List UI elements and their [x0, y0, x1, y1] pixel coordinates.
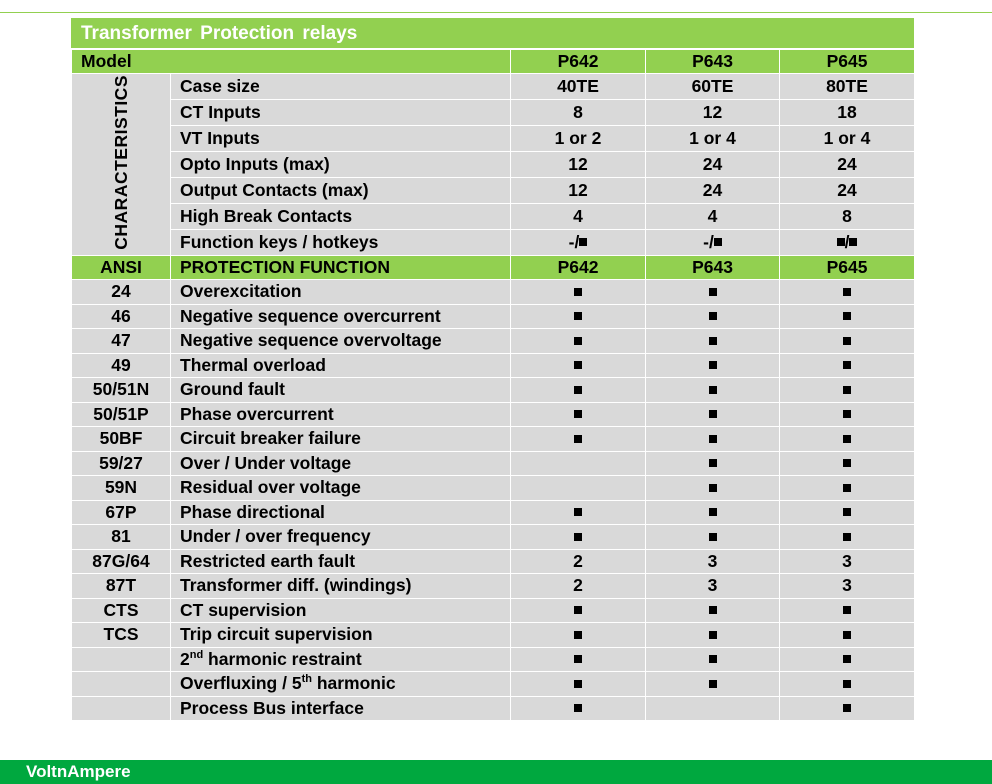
checkmark-square-icon [843, 606, 851, 614]
characteristic-value: 80TE [780, 74, 915, 100]
protection-function-name: Overexcitation [171, 280, 511, 305]
checkmark-square-icon [843, 484, 851, 492]
characteristic-row [72, 152, 915, 178]
checkmark-square-icon [843, 312, 851, 320]
protection-value [780, 525, 915, 550]
checkmark-square-icon [843, 435, 851, 443]
protection-row [72, 402, 915, 427]
protection-row [72, 476, 915, 501]
protection-value [780, 696, 915, 721]
characteristic-row [72, 230, 915, 256]
characteristic-value: 12 [511, 152, 646, 178]
characteristic-label: CT Inputs [171, 100, 511, 126]
checkmark-square-icon [843, 508, 851, 516]
protection-value [511, 378, 646, 403]
checkmark-square-icon [574, 361, 582, 369]
footer-bar [0, 760, 992, 784]
protection-function-name: Over / Under voltage [171, 451, 511, 476]
protection-value [646, 280, 780, 305]
characteristic-value [511, 230, 646, 256]
protection-value [646, 525, 780, 550]
protection-function-name: Under / over frequency [171, 525, 511, 550]
protection-value [511, 647, 646, 672]
protection-value [780, 451, 915, 476]
ansi-header: ANSI [72, 256, 171, 280]
protection-function-name: Thermal overload [171, 353, 511, 378]
protection-function-name: Restricted earth fault [171, 549, 511, 574]
protection-header-row [72, 256, 915, 280]
checkmark-square-icon [574, 312, 582, 320]
characteristic-label: Opto Inputs (max) [171, 152, 511, 178]
characteristic-value: 40TE [511, 74, 646, 100]
checkmark-square-icon [843, 337, 851, 345]
protection-row [72, 647, 915, 672]
checkmark-square-icon [574, 631, 582, 639]
protection-value [646, 672, 780, 697]
characteristic-value: 24 [780, 178, 915, 204]
protection-value [646, 500, 780, 525]
protection-value [511, 500, 646, 525]
characteristic-value: 1 or 4 [780, 126, 915, 152]
characteristic-value: 24 [780, 152, 915, 178]
protection-value [780, 598, 915, 623]
protection-function-name: CT supervision [171, 598, 511, 623]
ansi-code: 47 [72, 329, 171, 354]
ansi-code: 50/51N [72, 378, 171, 403]
characteristic-label: Output Contacts (max) [171, 178, 511, 204]
checkmark-square-icon [709, 533, 717, 541]
protection-value [646, 378, 780, 403]
protection-value [780, 476, 915, 501]
ansi-code: 46 [72, 304, 171, 329]
protection-row [72, 427, 915, 452]
protection-value: 2 [511, 549, 646, 574]
protection-value [511, 329, 646, 354]
protection-value [646, 329, 780, 354]
checkmark-square-icon [843, 410, 851, 418]
ansi-code: 81 [72, 525, 171, 550]
checkmark-square-icon [709, 337, 717, 345]
protection-row [72, 525, 915, 550]
protection-function-name: Trip circuit supervision [171, 623, 511, 648]
ansi-code: 67P [72, 500, 171, 525]
checkmark-square-icon [574, 435, 582, 443]
characteristic-value: 1 or 2 [511, 126, 646, 152]
protection-row [72, 451, 915, 476]
protection-value [511, 623, 646, 648]
protection-value [780, 329, 915, 354]
dash-text: - [568, 232, 575, 252]
checkmark-square-icon [709, 655, 717, 663]
protection-value [780, 378, 915, 403]
protection-function-name: Transformer diff. (windings) [171, 574, 511, 599]
characteristic-value: 8 [511, 100, 646, 126]
protection-value [511, 451, 646, 476]
ansi-code: 50/51P [72, 402, 171, 427]
checkmark-square-icon [574, 704, 582, 712]
ansi-code [72, 672, 171, 697]
protection-function-name: Negative sequence overcurrent [171, 304, 511, 329]
protection-row [72, 623, 915, 648]
ansi-code [72, 696, 171, 721]
protection-value [780, 304, 915, 329]
protection-value: 3 [780, 549, 915, 574]
checkmark-square-icon [709, 484, 717, 492]
protection-value: 3 [646, 574, 780, 599]
checkmark-square-icon [849, 238, 857, 246]
protection-value [780, 647, 915, 672]
protection-row [72, 329, 915, 354]
protection-value [646, 427, 780, 452]
protection-row [72, 574, 915, 599]
checkmark-square-icon [843, 533, 851, 541]
checkmark-square-icon [574, 655, 582, 663]
characteristic-value [646, 230, 780, 256]
function-name-text-after: harmonic [311, 673, 396, 694]
protection-value [780, 353, 915, 378]
characteristic-value: 8 [780, 204, 915, 230]
checkmark-square-icon [843, 459, 851, 467]
checkmark-square-icon [574, 508, 582, 516]
protection-value [511, 304, 646, 329]
characteristic-value: 18 [780, 100, 915, 126]
ansi-code: CTS [72, 598, 171, 623]
characteristic-value: 4 [646, 204, 780, 230]
checkmark-square-icon [709, 459, 717, 467]
protection-header-p642: P642 [511, 256, 646, 280]
checkmark-square-icon [574, 410, 582, 418]
protection-function-name [171, 647, 511, 672]
checkmark-square-icon [709, 361, 717, 369]
checkmark-square-icon [843, 655, 851, 663]
checkmark-square-icon [709, 631, 717, 639]
checkmark-square-icon [709, 508, 717, 516]
characteristic-label: High Break Contacts [171, 204, 511, 230]
checkmark-square-icon [574, 337, 582, 345]
characteristic-value: 1 or 4 [646, 126, 780, 152]
protection-row [72, 304, 915, 329]
relay-comparison-sheet [71, 18, 914, 721]
protection-function-name: Process Bus interface [171, 696, 511, 721]
characteristic-row [72, 126, 915, 152]
protection-row [72, 672, 915, 697]
protection-value [511, 427, 646, 452]
protection-function-name: Circuit breaker failure [171, 427, 511, 452]
checkmark-square-icon [574, 386, 582, 394]
characteristic-value: 60TE [646, 74, 780, 100]
protection-function-name: Negative sequence overvoltage [171, 329, 511, 354]
protection-row [72, 378, 915, 403]
checkmark-square-icon [709, 410, 717, 418]
checkmark-square-icon [709, 680, 717, 688]
characteristic-row [72, 204, 915, 230]
characteristic-row [72, 178, 915, 204]
protection-value [511, 525, 646, 550]
protection-header-p643: P643 [646, 256, 780, 280]
protection-row [72, 353, 915, 378]
protection-value [511, 280, 646, 305]
checkmark-square-icon [843, 386, 851, 394]
protection-row [72, 549, 915, 574]
protection-value [780, 402, 915, 427]
dash-text: - [703, 232, 709, 252]
checkmark-square-icon [579, 238, 587, 246]
checkmark-square-icon [574, 680, 582, 688]
ansi-code: 87G/64 [72, 549, 171, 574]
protection-value [646, 451, 780, 476]
protection-value [511, 696, 646, 721]
ansi-code: 50BF [72, 427, 171, 452]
checkmark-square-icon [574, 288, 582, 296]
slash-separator: / [708, 232, 714, 252]
protection-value [646, 623, 780, 648]
checkmark-square-icon [709, 435, 717, 443]
function-name-text: Overfluxing / 5 [180, 673, 302, 694]
characteristic-label: VT Inputs [171, 126, 511, 152]
relay-table-body [72, 50, 915, 721]
protection-value [646, 304, 780, 329]
protection-value [511, 353, 646, 378]
protection-row [72, 696, 915, 721]
protection-function-name: Residual over voltage [171, 476, 511, 501]
protection-value [646, 476, 780, 501]
protection-row [72, 280, 915, 305]
ansi-code: 59/27 [72, 451, 171, 476]
checkmark-square-icon [843, 288, 851, 296]
page-title: Transformer Protection relays [71, 18, 914, 48]
protection-header-p645: P645 [780, 256, 915, 280]
checkmark-square-icon [843, 361, 851, 369]
protection-value [780, 500, 915, 525]
protection-row [72, 500, 915, 525]
checkmark-square-icon [709, 386, 717, 394]
model-header-row [72, 50, 915, 74]
protection-value [511, 598, 646, 623]
protection-value [511, 672, 646, 697]
checkmark-square-icon [709, 288, 717, 296]
checkmark-square-icon [843, 631, 851, 639]
protection-row [72, 598, 915, 623]
protection-value [646, 696, 780, 721]
function-name-text-after: harmonic restraint [203, 648, 362, 669]
protection-value [646, 598, 780, 623]
protection-value: 3 [646, 549, 780, 574]
protection-function-name: Phase overcurrent [171, 402, 511, 427]
characteristics-section-cell [72, 74, 171, 256]
protection-value [780, 280, 915, 305]
model-header-p643: P643 [646, 50, 780, 74]
function-name-superscript: th [301, 673, 312, 686]
characteristic-value: 24 [646, 178, 780, 204]
characteristic-row [72, 100, 915, 126]
slash-separator: / [574, 232, 580, 252]
protection-value [780, 623, 915, 648]
ansi-code [72, 647, 171, 672]
checkmark-square-icon [574, 533, 582, 541]
checkmark-square-icon [709, 312, 717, 320]
characteristic-value: 12 [646, 100, 780, 126]
characteristic-value: 24 [646, 152, 780, 178]
ansi-code: 49 [72, 353, 171, 378]
characteristic-value: 4 [511, 204, 646, 230]
protection-value: 3 [780, 574, 915, 599]
characteristic-label: Function keys / hotkeys [171, 230, 511, 256]
protection-value [646, 402, 780, 427]
protection-value [511, 402, 646, 427]
model-header-label: Model [72, 50, 511, 74]
protection-value [646, 647, 780, 672]
checkmark-square-icon [843, 704, 851, 712]
ansi-code: TCS [72, 623, 171, 648]
checkmark-square-icon [709, 606, 717, 614]
protection-function-name: Ground fault [171, 378, 511, 403]
protection-value [646, 353, 780, 378]
characteristic-label: Case size [171, 74, 511, 100]
ansi-code: 87T [72, 574, 171, 599]
protection-value [511, 476, 646, 501]
model-header-p645: P645 [780, 50, 915, 74]
characteristic-value: 12 [511, 178, 646, 204]
checkmark-square-icon [714, 238, 722, 246]
footer-brand: VoltnAmpere [26, 762, 131, 781]
protection-value [780, 427, 915, 452]
checkmark-square-icon [843, 680, 851, 688]
checkmark-square-icon [574, 606, 582, 614]
function-name-superscript: nd [189, 648, 204, 661]
function-name-text: 2 [180, 648, 190, 669]
protection-function-header: PROTECTION FUNCTION [171, 256, 511, 280]
protection-function-name: Phase directional [171, 500, 511, 525]
ansi-code: 24 [72, 280, 171, 305]
checkmark-square-icon [837, 238, 845, 246]
characteristic-row [72, 74, 915, 100]
top-divider-line [0, 12, 992, 13]
protection-function-name [171, 672, 511, 697]
protection-value [780, 672, 915, 697]
model-header-p642: P642 [511, 50, 646, 74]
ansi-code: 59N [72, 476, 171, 501]
slash-separator: / [844, 232, 850, 252]
characteristic-value [780, 230, 915, 256]
protection-value: 2 [511, 574, 646, 599]
relay-table [71, 49, 915, 721]
characteristics-section-label: CHARACTERISTICS [110, 74, 131, 250]
